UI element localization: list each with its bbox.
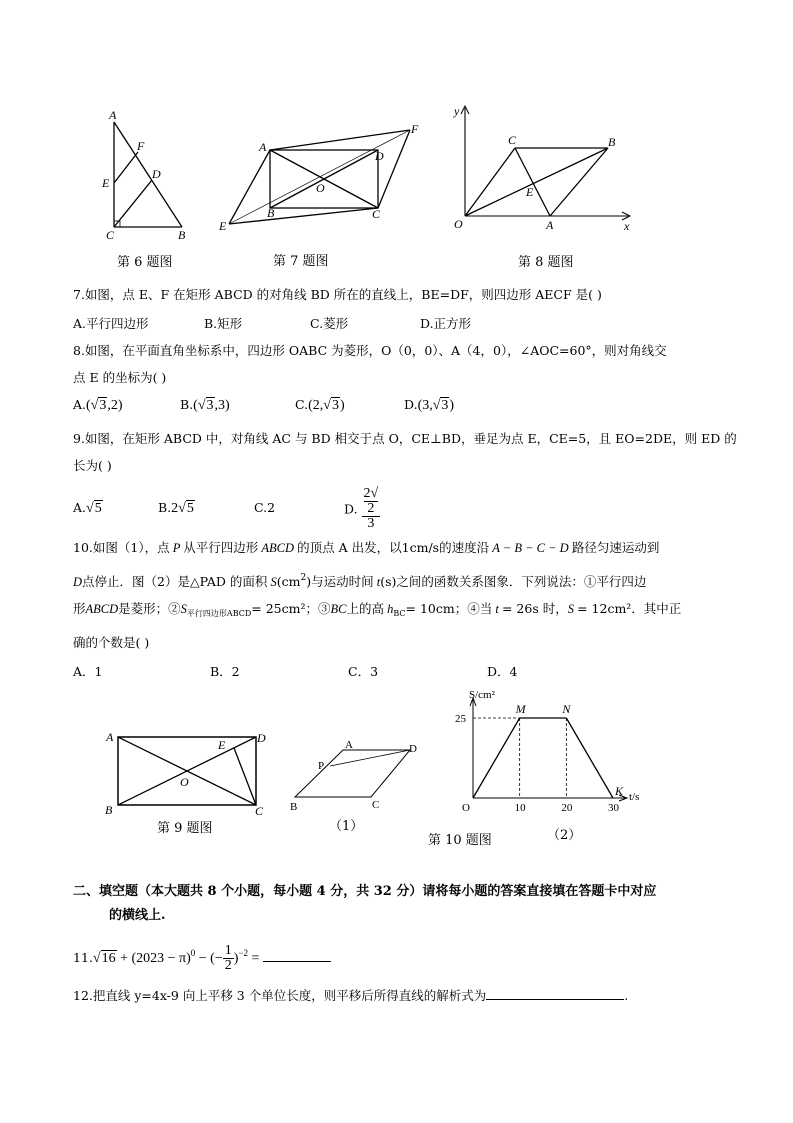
label-C: C	[372, 799, 380, 811]
section-2-heading	[73, 880, 723, 928]
q8-option-b-label: B.	[180, 397, 194, 412]
q10-text-9: 是菱形；②	[118, 601, 181, 616]
q8-stem-line1: 8.如图，在平面直角坐标系中，四边形 OABC 为菱形，O（0，0）、A（4，0），∠AOC=60°，则对角线交	[73, 343, 667, 358]
label-C: C	[255, 804, 264, 818]
q10-text-14: = 12cm²．其中正	[577, 601, 682, 616]
label-O: O	[316, 181, 325, 195]
y-tick-label-25: 25	[455, 713, 466, 725]
q10-line2: D点停止．图（2）是△PAD 的面积 $S(cm^2)$与运动时间 t(s)之间的函数关系图象．下列说法：①平行四边	[73, 573, 647, 589]
q10-text-12: = 10cm；④当	[405, 601, 493, 616]
q8-option-a: A.(√3,2)	[73, 397, 123, 413]
q8-option-b: B.(√3,3)	[180, 397, 230, 413]
q10-line1: 10.如图（1），点 P 从平行四边形 ABCD 的顶点 A 出发，以1cm/s的速度沿 A − B − C − D 路径匀速运动到	[73, 540, 660, 555]
q10-text-1: 10.如图（1），点	[73, 540, 170, 555]
x-tick-label-10: 10	[514, 802, 526, 814]
label-A: A	[106, 730, 114, 744]
label-E: E	[219, 219, 227, 233]
q8-option-c-label: C.	[295, 397, 309, 412]
figure-7-diagram	[215, 120, 430, 235]
label-B: B	[267, 206, 275, 220]
q9-option-c-value: 2	[267, 500, 276, 515]
figure-10-1	[285, 735, 425, 815]
q12	[73, 987, 628, 1005]
label-D: D	[257, 731, 266, 745]
label-B: B	[290, 801, 298, 813]
q10-option-b: B．2	[210, 664, 240, 679]
figure-6-caption: 第 6 题图	[117, 255, 173, 270]
q10-text-7: 之间的函数关系图象．下列说法：①平行四边	[396, 574, 647, 589]
label-F: F	[137, 139, 145, 153]
label-A: A	[109, 108, 117, 122]
label-C: C	[372, 207, 381, 221]
q10-text-3: 的顶点 A 出发，以1cm/s的速度沿	[297, 540, 490, 555]
series-segment-0	[473, 718, 520, 798]
q10-text-4: 路径匀速运动到	[571, 540, 660, 555]
q12-answer-blank[interactable]	[486, 999, 624, 1000]
q11-answer-blank[interactable]	[263, 961, 331, 962]
q9-option-b-label: B.	[158, 500, 172, 515]
x-axis-label: t/s	[629, 791, 640, 803]
figure-10-caption: 第 10 题图	[428, 833, 492, 848]
label-D: D	[409, 743, 417, 755]
q9-option-d: D. 2√ 2 3	[344, 486, 379, 531]
figure-9	[100, 722, 280, 822]
q8-option-a-label: A.	[73, 397, 87, 412]
label-O: O	[454, 217, 463, 231]
x-tick-label-30: 30	[608, 802, 619, 814]
q9-option-a-label: A.	[73, 500, 87, 515]
q11-number: 11.	[73, 950, 93, 965]
section-2-line2: 的横线上.	[109, 908, 166, 923]
label-E: E	[102, 176, 110, 190]
figure-6-diagram	[100, 105, 200, 240]
q11: $11.√16 + (2023 - \pi)^0$ − (− $\frac{1}{2}$ )$^{-2}$ =	[73, 944, 331, 973]
x-tick-label-20: 20	[561, 802, 573, 814]
label-y: y	[454, 104, 460, 118]
q10-text-13: = 26s 时，	[501, 601, 568, 616]
q7-option-a: A.平行四边形	[73, 316, 149, 331]
q8-option-d-label: D.	[404, 397, 418, 412]
q8-option-c: C.(2,√3)	[295, 397, 345, 413]
point-label-N: N	[562, 702, 571, 716]
q7-option-d: D.正方形	[420, 316, 472, 331]
q7-option-b: B.矩形	[204, 316, 243, 331]
chart-svg	[445, 690, 655, 820]
q10-text-8: 形	[73, 601, 86, 616]
label-x: x	[624, 219, 630, 233]
q9-option-c-label: C.	[254, 500, 268, 515]
label-F: F	[411, 122, 419, 136]
section-2-line1: 二、填空题（本大题共 8 个小题，每小题 4 分，共 32 分）请将每小题的答案直接填在答题卡中对应	[73, 884, 657, 899]
origin-label: O	[462, 802, 470, 814]
q10-text-11: 上的高	[346, 601, 384, 616]
figure-10-1-diagram	[285, 735, 425, 815]
figure-7	[215, 120, 430, 235]
label-E: E	[526, 185, 534, 199]
figure-8	[450, 102, 640, 237]
y-axis-label: S/cm²	[469, 689, 495, 701]
figure-9-caption: 第 9 题图	[157, 821, 213, 836]
q9-option-b: B.2√5	[158, 500, 194, 516]
series-segment-2	[566, 718, 613, 798]
point-label-M: M	[515, 702, 526, 716]
label-B: B	[608, 135, 616, 149]
q12-text: 12.把直线 y=4x-9 向上平移 3 个单位长度，则平移后所得直线的解析式为	[73, 988, 487, 1003]
figure-7-caption: 第 7 题图	[273, 254, 329, 269]
q9-option-d-label: D.	[344, 501, 358, 517]
q10-text-6: 与运动时间	[311, 574, 374, 589]
q10-text-5: 点停止．图（2）是△PAD 的面积	[82, 574, 268, 589]
q12-end: .	[624, 988, 629, 1003]
label-C: C	[508, 133, 517, 147]
label-B: B	[105, 803, 113, 817]
q9-option-a: A.√5	[73, 500, 102, 516]
figure-9-diagram	[100, 722, 280, 822]
q8-stem-line2: 点 E 的坐标为( )	[73, 370, 167, 385]
label-C: C	[106, 228, 115, 242]
label-O: O	[180, 775, 189, 789]
q10-text-2: 从平行四边形	[183, 540, 259, 555]
figure-10-2-caption: （2）	[547, 828, 582, 843]
point-label-K: K	[615, 784, 624, 798]
label-A: A	[259, 140, 267, 154]
q9-option-c	[254, 500, 275, 515]
label-A: A	[546, 218, 554, 232]
q9-stem-line2: 长为( )	[73, 458, 112, 473]
label-P: P	[318, 760, 325, 772]
q9-stem-line1: 9.如图，在矩形 ABCD 中，对角线 AC 与 BD 相交于点 O，CE⊥BD，垂足为点 E，CE=5，且 EO=2DE，则 ED 的	[73, 431, 737, 446]
figure-8-diagram	[450, 102, 640, 237]
label-B: B	[178, 228, 186, 242]
q8-option-d: D.(3,√3)	[404, 397, 455, 413]
q10-option-c: C．3	[348, 664, 379, 679]
figure-10-1-caption: （1）	[329, 819, 364, 834]
label-D: D	[375, 149, 384, 163]
q10-text-10: = 25cm²；③	[251, 601, 331, 616]
figure-6	[100, 105, 200, 240]
q7-option-c: C.菱形	[310, 316, 349, 331]
q10-line4: 确的个数是( )	[73, 635, 150, 650]
q10-option-d: D．4	[487, 664, 518, 679]
q10-line3: 形ABCD是菱形；$②S_{平行四边形ABCD}= 25cm^2$；③BC上的高 $h_{BC}= 10cm$；④当 t = 26s 时，S = 12cm²．其中正	[73, 601, 682, 618]
q7-stem: 7.如图，点 E、F 在矩形 ABCD 的对角线 BD 所在的直线上，BE=DF，则四边形 AECF 是( )	[73, 287, 602, 302]
label-A: A	[345, 739, 353, 751]
q10-option-a: A．1	[73, 664, 103, 679]
label-D: D	[152, 167, 161, 181]
figure-10-2-chart	[445, 690, 655, 820]
figure-8-caption: 第 8 题图	[518, 255, 574, 270]
label-E: E	[218, 738, 226, 752]
